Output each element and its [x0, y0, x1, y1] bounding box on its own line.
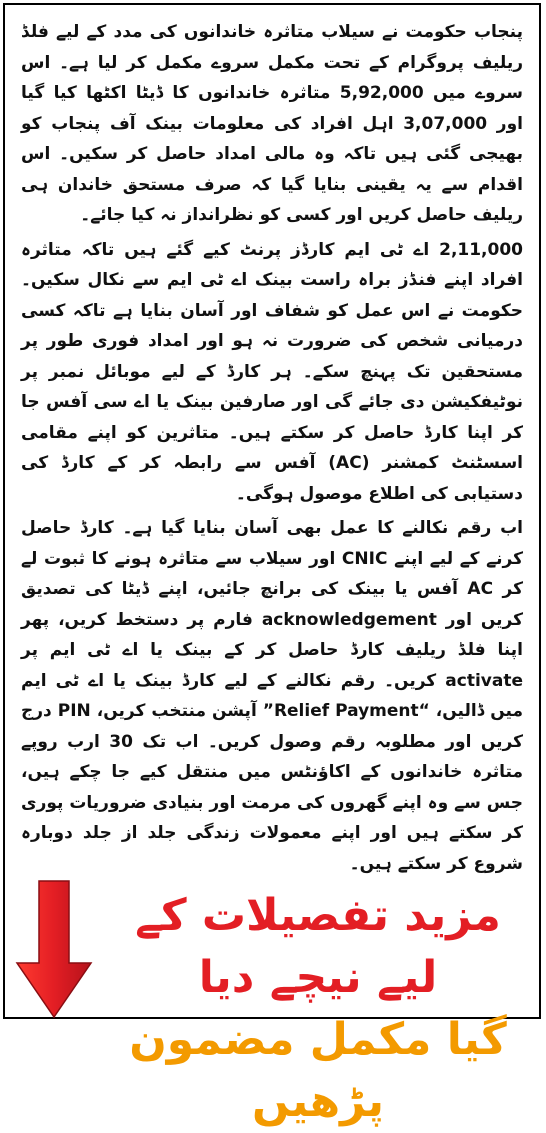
paragraph-survey: پنجاب حکومت نے سیلاب متاثرہ خاندانوں کی مدد کے لیے فلڈ ریلیف پروگرام کے تحت مکمل سروے مکمل کر لیا ہے۔ اس سروے میں 5,92,000 متاثرہ خاندانوں کا ڈیٹا اکٹھا کیا گیا اور 3,07,000 اہل افراد کی معلومات بینک آف پنجاب کو بھیجی گئی ہیں تاکہ وہ مالی امداد حاصل کر سکیں۔ اس اقدام سے یہ یقینی بنایا گیا کہ صرف مستحق خاندان ہی ریلیف حاصل کریں اور کسی کو نظرانداز نہ کیا جائے۔: [21, 22, 524, 225]
page-frame: [3, 3, 541, 1127]
paragraph-atm-cards: 2,11,000 اے ٹی ایم کارڈز پرنٹ کیے گئے ہیں تاکہ متاثرہ افراد اپنے فنڈز براہ راست بینک اے ٹی ایم سے نکال سکیں۔ حکومت نے اس عمل کو شفاف اور آسان بنایا ہے تاکہ کسی درمیانی شخص کی ضرورت نہ ہو اور امداد فوری طور پر مستحقین تک پہنچ سکے۔ ہر کارڈ کے لیے موبائل نمبر پر نوٹیفکیشن دی جائے گی اور صارفین بینک یا اے سی آفس جا کر اپنا کارڈ حاصل کر سکتے ہیں۔ متاثرین کو اپنے مقامی اسسٹنٹ کمشنر (AC) آفس سے رابطہ کر کے کارڈ کی دستیابی کی اطلاع موصول ہوگی۔: [21, 239, 524, 504]
down-arrow-icon: [13, 877, 95, 1021]
article-body: [21, 17, 523, 883]
read-more-banner[interactable]: [5, 877, 539, 1127]
read-more-text[interactable]: [105, 885, 531, 1133]
paragraph-withdrawal: اب رقم نکالنے کا عمل بھی آسان بنایا گیا ہے۔ کارڈ حاصل کرنے کے لیے اپنے CNIC اور سیلاب سے متاثرہ ہونے کا ثبوت لے کر AC آفس یا بینک کی برانچ جائیں، اپنے ڈیٹا کی تصدیق کریں اور acknowledgement فارم پر دستخط کریں، پھر اپنا فلڈ ریلیف کارڈ حاصل کر کے بینک یا اے ٹی ایم پر activate کریں۔ رقم نکالنے کے لیے کارڈ بینک یا اے ٹی ایم میں ڈالیں، “Relief Payment” آپشن منتخب کریں، PIN درج کریں اور مطلوبہ رقم وصول کریں۔ اب تک 30 ارب روپے متاثرہ خاندانوں کے اکاؤنٹس میں منتقل کیے جا چکے ہیں، جس سے وہ اپنے گھروں کی مرمت اور بنیادی ضروریات پوری کر سکتے ہیں اور اپنے معمولات زندگی جلد از جلد دوبارہ شروع کر سکتے ہیں۔: [21, 518, 524, 874]
read-more-line-1: مزید تفصیلات کے لیے نیچے دیا: [135, 890, 501, 1003]
read-more-line-2: گیا مکمل مضمون پڑھیں: [129, 1014, 507, 1127]
